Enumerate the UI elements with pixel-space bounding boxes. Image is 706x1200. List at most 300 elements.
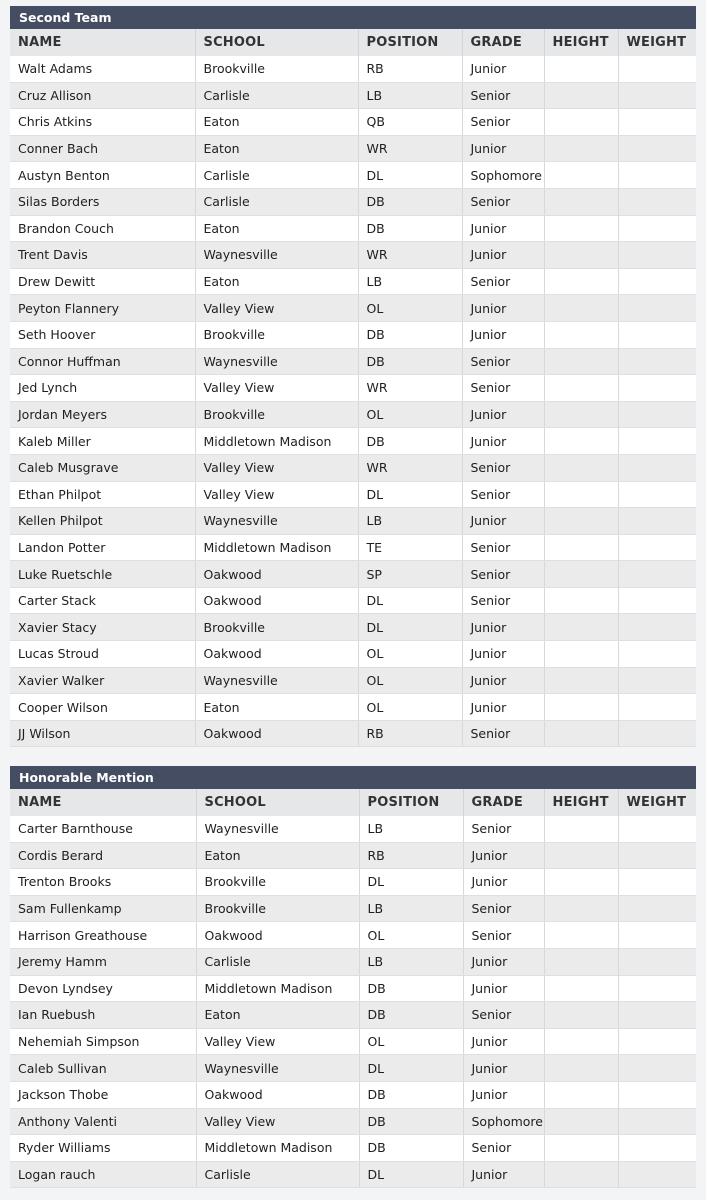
cell-name: Jeremy Hamm bbox=[10, 948, 196, 975]
cell-position: WR bbox=[358, 135, 462, 162]
cell-height bbox=[544, 188, 618, 215]
cell-grade: Junior bbox=[462, 508, 544, 535]
cell-position: OL bbox=[358, 295, 462, 322]
table-row bbox=[10, 508, 696, 535]
cell-position: OL bbox=[359, 1028, 463, 1055]
cell-school: Oakwood bbox=[196, 1081, 359, 1108]
cell-weight bbox=[618, 667, 696, 694]
cell-school: Waynesville bbox=[195, 348, 358, 375]
cell-weight bbox=[618, 1055, 696, 1082]
cell-position: TE bbox=[358, 534, 462, 561]
table-row bbox=[10, 401, 696, 428]
cell-weight bbox=[618, 720, 696, 747]
table-row bbox=[10, 375, 696, 402]
honorable-mention-section bbox=[10, 766, 696, 1188]
cell-weight bbox=[618, 375, 696, 402]
second-team-rows bbox=[10, 56, 696, 747]
cell-school: Carlisle bbox=[195, 82, 358, 109]
cell-name: Kaleb Miller bbox=[10, 428, 195, 455]
cell-name: Cooper Wilson bbox=[10, 694, 195, 721]
column-header-position[interactable]: POSITION bbox=[358, 29, 462, 56]
cell-school: Waynesville bbox=[195, 242, 358, 269]
cell-grade: Junior bbox=[462, 667, 544, 694]
cell-name: Lucas Stroud bbox=[10, 641, 195, 668]
cell-height bbox=[544, 1055, 618, 1082]
cell-height bbox=[544, 922, 618, 949]
cell-grade: Junior bbox=[462, 242, 544, 269]
cell-position: DL bbox=[359, 869, 463, 896]
cell-height bbox=[544, 614, 618, 641]
cell-grade: Junior bbox=[462, 614, 544, 641]
cell-grade: Sophomore bbox=[462, 162, 544, 189]
cell-height bbox=[544, 321, 618, 348]
cell-name: Xavier Stacy bbox=[10, 614, 195, 641]
cell-height bbox=[544, 401, 618, 428]
cell-grade: Senior bbox=[463, 1002, 544, 1029]
table-row bbox=[10, 694, 696, 721]
cell-position: DB bbox=[359, 1135, 463, 1162]
cell-weight bbox=[618, 1135, 696, 1162]
cell-height bbox=[544, 816, 618, 842]
cell-weight bbox=[618, 188, 696, 215]
cell-position: OL bbox=[358, 401, 462, 428]
cell-position: DB bbox=[358, 188, 462, 215]
cell-position: WR bbox=[358, 242, 462, 269]
cell-height bbox=[544, 82, 618, 109]
cell-name: Chris Atkins bbox=[10, 109, 195, 136]
cell-school: Eaton bbox=[195, 268, 358, 295]
table-row bbox=[10, 82, 696, 109]
cell-name: Harrison Greathouse bbox=[10, 922, 196, 949]
table-row bbox=[10, 1081, 696, 1108]
cell-height bbox=[544, 948, 618, 975]
cell-position: DL bbox=[359, 1161, 463, 1188]
cell-weight bbox=[618, 348, 696, 375]
table-row bbox=[10, 1135, 696, 1162]
table-row bbox=[10, 1028, 696, 1055]
cell-name: Devon Lyndsey bbox=[10, 975, 196, 1002]
cell-weight bbox=[618, 641, 696, 668]
table-row bbox=[10, 895, 696, 922]
cell-position: DB bbox=[359, 975, 463, 1002]
cell-name: Walt Adams bbox=[10, 56, 195, 82]
table-row bbox=[10, 321, 696, 348]
cell-position: RB bbox=[358, 56, 462, 82]
table-header-row bbox=[10, 29, 696, 56]
cell-weight bbox=[618, 82, 696, 109]
cell-height bbox=[544, 869, 618, 896]
cell-weight bbox=[618, 162, 696, 189]
cell-position: DL bbox=[358, 614, 462, 641]
table-row bbox=[10, 56, 696, 82]
cell-height bbox=[544, 1081, 618, 1108]
cell-school: Oakwood bbox=[195, 641, 358, 668]
cell-name: Cordis Berard bbox=[10, 842, 196, 869]
cell-grade: Senior bbox=[462, 534, 544, 561]
cell-position: LB bbox=[358, 508, 462, 535]
cell-grade: Junior bbox=[462, 56, 544, 82]
cell-height bbox=[544, 667, 618, 694]
cell-weight bbox=[618, 109, 696, 136]
cell-name: Jackson Thobe bbox=[10, 1081, 196, 1108]
cell-grade: Senior bbox=[462, 348, 544, 375]
cell-school: Eaton bbox=[196, 1002, 359, 1029]
cell-school: Brookville bbox=[195, 401, 358, 428]
cell-height bbox=[544, 842, 618, 869]
cell-height bbox=[544, 895, 618, 922]
cell-height bbox=[544, 348, 618, 375]
cell-weight bbox=[618, 534, 696, 561]
cell-school: Brookville bbox=[196, 869, 359, 896]
cell-weight bbox=[618, 321, 696, 348]
honorable-mention-table bbox=[10, 789, 696, 1188]
cell-grade: Junior bbox=[463, 842, 544, 869]
cell-height bbox=[544, 242, 618, 269]
cell-height bbox=[544, 641, 618, 668]
cell-grade: Junior bbox=[462, 215, 544, 242]
cell-height bbox=[544, 454, 618, 481]
cell-school: Carlisle bbox=[195, 188, 358, 215]
cell-weight bbox=[618, 561, 696, 588]
cell-school: Waynesville bbox=[196, 816, 359, 842]
cell-position: DB bbox=[359, 1081, 463, 1108]
cell-position: LB bbox=[358, 268, 462, 295]
cell-school: Valley View bbox=[195, 375, 358, 402]
cell-weight bbox=[618, 1002, 696, 1029]
table-row bbox=[10, 1055, 696, 1082]
cell-position: DL bbox=[358, 481, 462, 508]
cell-school: Oakwood bbox=[195, 561, 358, 588]
table-row bbox=[10, 948, 696, 975]
cell-school: Eaton bbox=[195, 694, 358, 721]
cell-name: Anthony Valenti bbox=[10, 1108, 196, 1135]
cell-height bbox=[544, 694, 618, 721]
cell-name: Peyton Flannery bbox=[10, 295, 195, 322]
column-header-grade[interactable]: GRADE bbox=[463, 789, 544, 816]
cell-weight bbox=[618, 1028, 696, 1055]
cell-school: Waynesville bbox=[196, 1055, 359, 1082]
cell-weight bbox=[618, 481, 696, 508]
cell-school: Middletown Madison bbox=[196, 975, 359, 1002]
cell-weight bbox=[618, 948, 696, 975]
cell-grade: Junior bbox=[462, 321, 544, 348]
cell-position: OL bbox=[359, 922, 463, 949]
cell-grade: Junior bbox=[463, 1081, 544, 1108]
cell-grade: Senior bbox=[462, 109, 544, 136]
cell-height bbox=[544, 1002, 618, 1029]
table-row bbox=[10, 975, 696, 1002]
column-header-name[interactable]: NAME bbox=[10, 789, 196, 816]
cell-position: DL bbox=[358, 162, 462, 189]
second-team-section bbox=[10, 6, 696, 747]
table-row bbox=[10, 667, 696, 694]
cell-grade: Senior bbox=[463, 895, 544, 922]
cell-position: DL bbox=[359, 1055, 463, 1082]
cell-position: RB bbox=[359, 842, 463, 869]
table-row bbox=[10, 481, 696, 508]
cell-height bbox=[544, 1028, 618, 1055]
cell-school: Middletown Madison bbox=[195, 534, 358, 561]
cell-position: QB bbox=[358, 109, 462, 136]
cell-school: Eaton bbox=[196, 842, 359, 869]
table-row bbox=[10, 641, 696, 668]
cell-weight bbox=[618, 842, 696, 869]
cell-position: DL bbox=[358, 587, 462, 614]
cell-height bbox=[544, 720, 618, 747]
cell-height bbox=[544, 534, 618, 561]
cell-position: LB bbox=[358, 82, 462, 109]
cell-school: Oakwood bbox=[195, 587, 358, 614]
cell-name: Caleb Sullivan bbox=[10, 1055, 196, 1082]
cell-height bbox=[544, 135, 618, 162]
cell-weight bbox=[618, 295, 696, 322]
cell-name: Drew Dewitt bbox=[10, 268, 195, 295]
cell-position: DB bbox=[358, 348, 462, 375]
cell-name: Sam Fullenkamp bbox=[10, 895, 196, 922]
table-row bbox=[10, 454, 696, 481]
table-row bbox=[10, 428, 696, 455]
cell-grade: Junior bbox=[462, 428, 544, 455]
table-row bbox=[10, 295, 696, 322]
cell-position: WR bbox=[358, 454, 462, 481]
cell-school: Brookville bbox=[196, 895, 359, 922]
cell-school: Carlisle bbox=[196, 948, 359, 975]
cell-position: SP bbox=[358, 561, 462, 588]
cell-position: WR bbox=[358, 375, 462, 402]
section-title-honorable-mention: Honorable Mention bbox=[10, 766, 696, 789]
cell-height bbox=[544, 1161, 618, 1188]
section-title-second-team: Second Team bbox=[10, 6, 696, 29]
table-row bbox=[10, 614, 696, 641]
table-row bbox=[10, 1002, 696, 1029]
cell-weight bbox=[618, 268, 696, 295]
cell-weight bbox=[618, 56, 696, 82]
cell-height bbox=[544, 1108, 618, 1135]
cell-height bbox=[544, 295, 618, 322]
table-row bbox=[10, 534, 696, 561]
cell-name: Logan rauch bbox=[10, 1161, 196, 1188]
table-row bbox=[10, 215, 696, 242]
cell-name: Carter Stack bbox=[10, 587, 195, 614]
cell-weight bbox=[618, 401, 696, 428]
column-header-school[interactable]: SCHOOL bbox=[195, 29, 358, 56]
cell-name: Kellen Philpot bbox=[10, 508, 195, 535]
cell-height bbox=[544, 268, 618, 295]
cell-name: Caleb Musgrave bbox=[10, 454, 195, 481]
table-row bbox=[10, 242, 696, 269]
cell-weight bbox=[618, 869, 696, 896]
cell-grade: Senior bbox=[462, 587, 544, 614]
cell-name: Xavier Walker bbox=[10, 667, 195, 694]
cell-position: LB bbox=[359, 948, 463, 975]
cell-grade: Senior bbox=[462, 375, 544, 402]
cell-school: Carlisle bbox=[195, 162, 358, 189]
cell-school: Eaton bbox=[195, 215, 358, 242]
cell-school: Eaton bbox=[195, 109, 358, 136]
cell-grade: Junior bbox=[463, 975, 544, 1002]
cell-height bbox=[544, 109, 618, 136]
cell-height bbox=[544, 375, 618, 402]
second-team-table bbox=[10, 29, 696, 747]
table-header-row bbox=[10, 789, 696, 816]
table-row bbox=[10, 1108, 696, 1135]
cell-school: Waynesville bbox=[195, 667, 358, 694]
cell-school: Eaton bbox=[195, 135, 358, 162]
cell-weight bbox=[618, 428, 696, 455]
cell-name: Landon Potter bbox=[10, 534, 195, 561]
cell-name: Conner Bach bbox=[10, 135, 195, 162]
cell-height bbox=[544, 428, 618, 455]
cell-name: Silas Borders bbox=[10, 188, 195, 215]
column-header-weight[interactable]: WEIGHT bbox=[618, 789, 696, 816]
cell-weight bbox=[618, 614, 696, 641]
cell-position: DB bbox=[359, 1108, 463, 1135]
table-row bbox=[10, 922, 696, 949]
cell-grade: Junior bbox=[463, 1055, 544, 1082]
cell-name: Trent Davis bbox=[10, 242, 195, 269]
cell-position: LB bbox=[359, 895, 463, 922]
cell-school: Valley View bbox=[195, 481, 358, 508]
table-row bbox=[10, 188, 696, 215]
cell-grade: Junior bbox=[463, 948, 544, 975]
cell-school: Brookville bbox=[195, 56, 358, 82]
table-row bbox=[10, 587, 696, 614]
cell-grade: Senior bbox=[462, 268, 544, 295]
cell-position: DB bbox=[358, 215, 462, 242]
cell-grade: Sophomore bbox=[463, 1108, 544, 1135]
table-row bbox=[10, 842, 696, 869]
cell-school: Middletown Madison bbox=[196, 1135, 359, 1162]
cell-name: Jordan Meyers bbox=[10, 401, 195, 428]
cell-name: Connor Huffman bbox=[10, 348, 195, 375]
cell-school: Oakwood bbox=[196, 922, 359, 949]
cell-position: RB bbox=[358, 720, 462, 747]
cell-height bbox=[544, 215, 618, 242]
cell-grade: Junior bbox=[462, 401, 544, 428]
cell-weight bbox=[618, 895, 696, 922]
cell-school: Valley View bbox=[196, 1028, 359, 1055]
cell-name: Luke Ruetschle bbox=[10, 561, 195, 588]
cell-grade: Senior bbox=[462, 481, 544, 508]
cell-school: Carlisle bbox=[196, 1161, 359, 1188]
cell-position: OL bbox=[358, 667, 462, 694]
table-row bbox=[10, 109, 696, 136]
cell-weight bbox=[618, 1161, 696, 1188]
table-row bbox=[10, 348, 696, 375]
cell-name: Carter Barnthouse bbox=[10, 816, 196, 842]
cell-school: Valley View bbox=[195, 454, 358, 481]
cell-name: Brandon Couch bbox=[10, 215, 195, 242]
cell-position: LB bbox=[359, 816, 463, 842]
cell-height bbox=[544, 1135, 618, 1162]
cell-grade: Senior bbox=[462, 82, 544, 109]
cell-position: DB bbox=[358, 321, 462, 348]
cell-name: Ryder Williams bbox=[10, 1135, 196, 1162]
cell-school: Oakwood bbox=[195, 720, 358, 747]
cell-weight bbox=[618, 1108, 696, 1135]
cell-grade: Junior bbox=[462, 694, 544, 721]
cell-grade: Senior bbox=[463, 816, 544, 842]
cell-weight bbox=[618, 215, 696, 242]
honorable-mention-rows bbox=[10, 816, 696, 1188]
cell-grade: Junior bbox=[463, 1161, 544, 1188]
cell-weight bbox=[618, 508, 696, 535]
cell-grade: Junior bbox=[462, 641, 544, 668]
cell-weight bbox=[618, 922, 696, 949]
column-header-position[interactable]: POSITION bbox=[359, 789, 463, 816]
cell-name: JJ Wilson bbox=[10, 720, 195, 747]
column-header-grade[interactable]: GRADE bbox=[462, 29, 544, 56]
cell-weight bbox=[618, 454, 696, 481]
table-row bbox=[10, 561, 696, 588]
table-row bbox=[10, 135, 696, 162]
column-header-height[interactable]: HEIGHT bbox=[544, 789, 618, 816]
cell-school: Waynesville bbox=[195, 508, 358, 535]
table-row bbox=[10, 816, 696, 842]
cell-name: Jed Lynch bbox=[10, 375, 195, 402]
cell-weight bbox=[618, 816, 696, 842]
cell-height bbox=[544, 561, 618, 588]
cell-name: Trenton Brooks bbox=[10, 869, 196, 896]
cell-weight bbox=[618, 1081, 696, 1108]
cell-grade: Junior bbox=[462, 295, 544, 322]
column-header-name[interactable]: NAME bbox=[10, 29, 195, 56]
cell-grade: Junior bbox=[463, 869, 544, 896]
cell-name: Ethan Philpot bbox=[10, 481, 195, 508]
cell-name: Ian Ruebush bbox=[10, 1002, 196, 1029]
cell-grade: Junior bbox=[463, 1028, 544, 1055]
column-header-weight[interactable]: WEIGHT bbox=[618, 29, 696, 56]
cell-school: Valley View bbox=[195, 295, 358, 322]
cell-grade: Senior bbox=[463, 922, 544, 949]
cell-weight bbox=[618, 135, 696, 162]
cell-name: Austyn Benton bbox=[10, 162, 195, 189]
cell-weight bbox=[618, 694, 696, 721]
cell-grade: Senior bbox=[462, 188, 544, 215]
cell-height bbox=[544, 587, 618, 614]
cell-grade: Senior bbox=[462, 454, 544, 481]
cell-grade: Senior bbox=[462, 561, 544, 588]
cell-name: Nehemiah Simpson bbox=[10, 1028, 196, 1055]
table-row bbox=[10, 869, 696, 896]
cell-height bbox=[544, 508, 618, 535]
cell-weight bbox=[618, 242, 696, 269]
column-header-school[interactable]: SCHOOL bbox=[196, 789, 359, 816]
cell-name: Cruz Allison bbox=[10, 82, 195, 109]
cell-height bbox=[544, 162, 618, 189]
cell-position: OL bbox=[358, 641, 462, 668]
cell-school: Brookville bbox=[195, 321, 358, 348]
cell-height bbox=[544, 481, 618, 508]
table-row bbox=[10, 1161, 696, 1188]
cell-school: Valley View bbox=[196, 1108, 359, 1135]
cell-position: OL bbox=[358, 694, 462, 721]
cell-weight bbox=[618, 587, 696, 614]
cell-school: Brookville bbox=[195, 614, 358, 641]
cell-height bbox=[544, 975, 618, 1002]
cell-grade: Senior bbox=[462, 720, 544, 747]
cell-name: Seth Hoover bbox=[10, 321, 195, 348]
table-row bbox=[10, 162, 696, 189]
table-row bbox=[10, 268, 696, 295]
cell-grade: Junior bbox=[462, 135, 544, 162]
cell-height bbox=[544, 56, 618, 82]
cell-position: DB bbox=[358, 428, 462, 455]
cell-school: Middletown Madison bbox=[195, 428, 358, 455]
cell-grade: Senior bbox=[463, 1135, 544, 1162]
cell-weight bbox=[618, 975, 696, 1002]
column-header-height[interactable]: HEIGHT bbox=[544, 29, 618, 56]
